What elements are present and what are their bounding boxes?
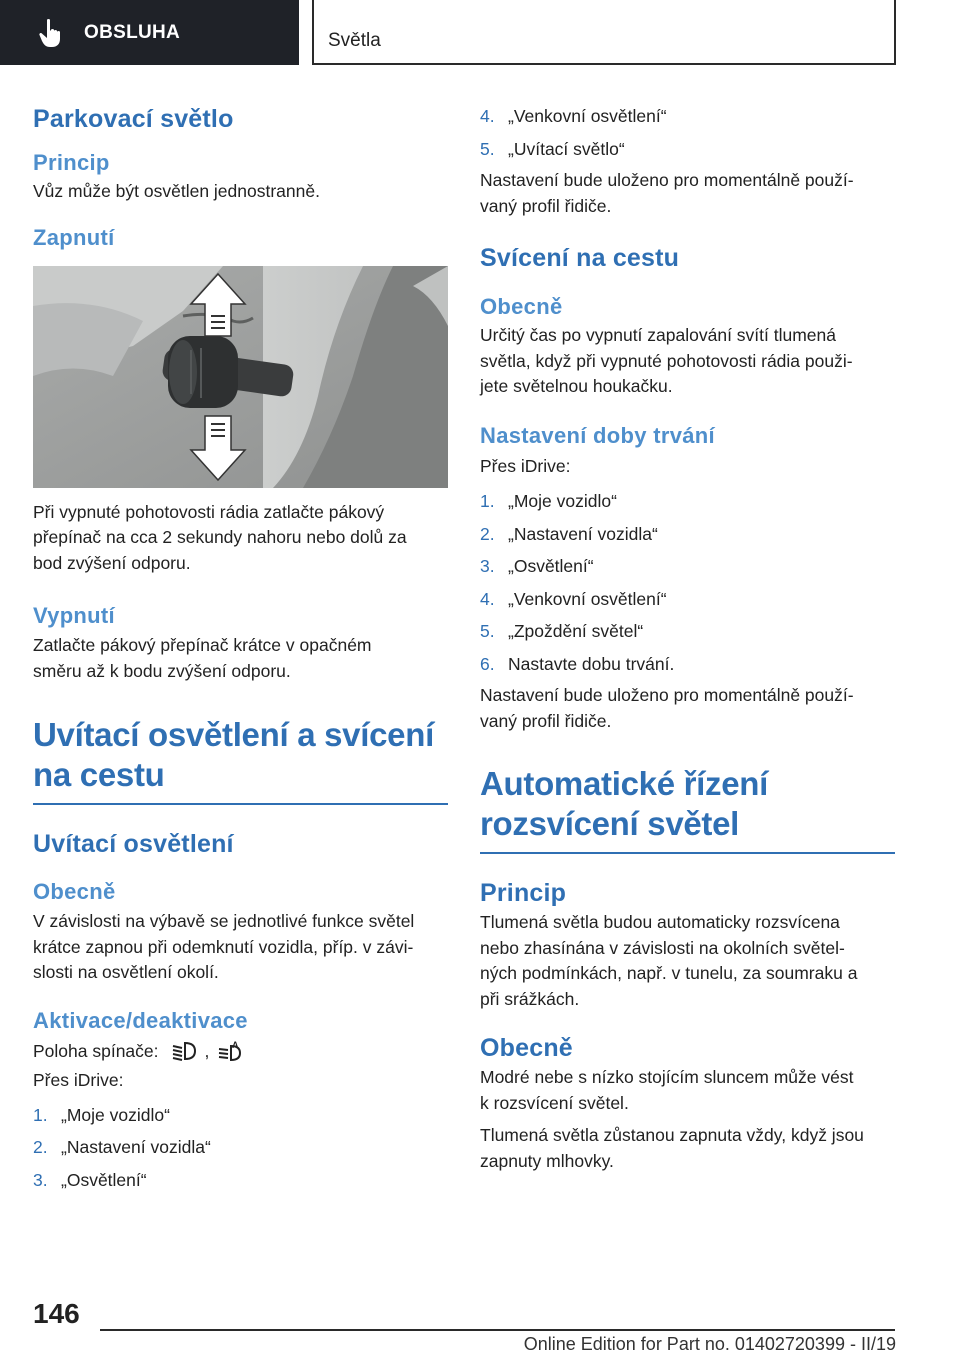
text-princip-line-1: Tlumená světla budou automaticky rozsvícena (480, 912, 840, 932)
footer-rule (100, 1329, 895, 1331)
switch-position-label: Poloha spínače: (33, 1040, 159, 1061)
text-zapnuti-line-3: bod zvýšení odporu. (33, 552, 191, 573)
heading-aktivace: Aktivace/deaktivace (33, 1007, 248, 1033)
right-column (480, 104, 895, 1174)
list-item: 5. „Zpoždění světel“ (480, 621, 644, 641)
section-label: OBSLUHA (84, 21, 181, 43)
heading-doba-trvani: Nastavení doby trvání (480, 422, 715, 448)
heading-svic-na-cestu: Svícení na cestu (480, 244, 680, 272)
text-vypnuti-line-2: směru až k bodu zvýšení odporu. (33, 660, 291, 681)
text-svic-line-2: světla, když při vypnuté pohotovosti rádia použi‐ (480, 350, 853, 371)
heading-princip: Princip (33, 150, 110, 175)
heading-uvitaci-line-2: na cestu (33, 756, 165, 793)
text-svic-line-3: jete světelnou houkačku. (480, 376, 673, 396)
text-saved-profile-line-2: vaný profil řidiče. (480, 710, 612, 731)
text-svic-line-1: Určitý čas po vypnutí zapalování svítí tlumená (480, 325, 836, 345)
text-obecne2-line-3: Tlumená světla zůstanou zapnuta vždy, když jsou (480, 1125, 864, 1145)
switch-position-separator: , (204, 1040, 210, 1061)
automatic-headlight-icon (217, 1040, 243, 1062)
idrive-menu-list-continued (480, 104, 895, 162)
text-saved-profile-line-1: Nastavení bude uloženo pro momentálně použí‐ (480, 685, 854, 705)
section-tab (0, 0, 299, 65)
heading-princip: Princip (480, 879, 567, 907)
page-number: 146 (33, 1298, 80, 1329)
svg-text:A: A (232, 1040, 239, 1051)
heading-obecne-2: Obecně (480, 1034, 573, 1062)
steering-column-lever-photo (33, 266, 448, 488)
pointing-hand-icon (38, 18, 64, 48)
text-obecne2-line-1: Modré nebe s nízko stojícím sluncem může vést (480, 1067, 854, 1087)
text-obecne-line-1: V závislosti na výbavě se jednotlivé funkce světel (33, 911, 415, 931)
list-item: 4. „Venkovní osvětlení“ (480, 588, 667, 609)
list-item: 2. „Nastavení vozidla“ (480, 523, 658, 544)
text-princip-line-3: ných podmínkách, např. v tunelu, za soumraku a (480, 963, 858, 983)
text-idrive: Přes iDrive: (33, 1070, 124, 1090)
section-rule (33, 803, 448, 805)
list-item: 3. „Osvětlení“ (33, 1169, 147, 1190)
list-item: 4. „Venkovní osvětlení“ (480, 106, 667, 126)
heading-zapnuti: Zapnutí (33, 224, 115, 250)
chapter-label: Světla (328, 30, 381, 51)
heading-parking-light: Parkovací světlo (33, 105, 234, 133)
edition-note: Online Edition for Part no. 01402720399 - II/19 (523, 1334, 896, 1354)
low-beam-headlight-icon (171, 1040, 197, 1062)
idrive-duration-list (480, 489, 895, 677)
text-princip: Vůz může být osvětlen jednostranně. (33, 181, 320, 201)
heading-auto-line-2: rozsvícení světel (480, 805, 740, 842)
heading-obecne: Obecně (480, 294, 563, 319)
heading-obecne: Obecně (33, 879, 116, 904)
text-zapnuti-line-2: přepínač na cca 2 sekundy nahoru nebo dolů za (33, 527, 407, 547)
heading-auto-line-1: Automatické řízení (480, 765, 769, 802)
heading-uvitaci-line-1: Uvítací osvětlení a svícení (33, 716, 434, 753)
chapter-header (312, 0, 896, 65)
text-saved-profile-line-2: vaný profil řidiče. (480, 195, 612, 216)
list-item: 1. „Moje vozidlo“ (33, 1104, 170, 1125)
list-item: 6. Nastavte dobu trvání. (480, 653, 675, 674)
left-column (33, 96, 448, 1193)
text-princip-line-4: při srážkách. (480, 988, 580, 1009)
text-obecne-line-3: slosti na osvětlení okolí. (33, 962, 219, 982)
idrive-menu-list (33, 1103, 448, 1194)
heading-vypnuti: Vypnutí (33, 603, 115, 628)
list-item: 5. „Uvítací světlo“ (480, 138, 625, 159)
heading-uvitaci-osvetleni: Uvítací osvětlení (33, 830, 234, 858)
text-idrive: Přes iDrive: (480, 455, 571, 476)
section-rule (480, 852, 895, 854)
text-obecne2-line-4: zapnuty mlhovky. (480, 1150, 614, 1171)
text-obecne2-line-2: k rozsvícení světel. (480, 1092, 629, 1113)
text-princip-line-2: nebo zhasínána v závislosti na okolních světel‐ (480, 937, 845, 958)
text-saved-profile-line-1: Nastavení bude uloženo pro momentálně použí‐ (480, 170, 854, 190)
text-zapnuti-line-1: Při vypnuté pohotovosti rádia zatlačte pákový (33, 501, 385, 522)
list-item: 1. „Moje vozidlo“ (480, 491, 617, 511)
text-obecne-line-2: krátce zapnou při odemknutí vozidla, příp. v závi‐ (33, 936, 414, 957)
list-item: 2. „Nastavení vozidla“ (33, 1137, 211, 1157)
text-vypnuti-line-1: Zatlačte pákový přepínač krátce v opačném (33, 635, 372, 655)
list-item: 3. „Osvětlení“ (480, 556, 594, 576)
switch-position-line (33, 1039, 448, 1065)
